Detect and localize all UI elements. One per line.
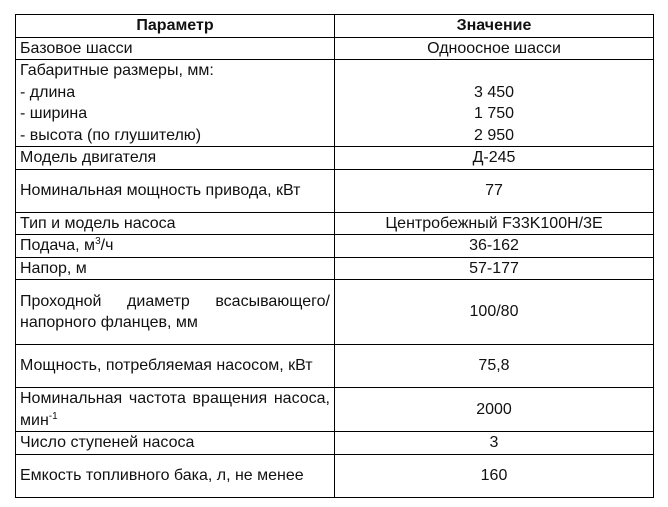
table-row [16, 212, 654, 235]
param-cell: Емкость топливного бака, л, не менее [16, 454, 335, 497]
param-line: Габаритные размеры, мм: [20, 62, 214, 79]
param-cell: Модель двигателя [16, 147, 335, 170]
param-cell [16, 60, 335, 147]
header-parameter: Параметр [16, 15, 335, 38]
table-row [16, 345, 654, 388]
param-line: - ширина [20, 105, 88, 122]
value-line: 3 450 [473, 83, 515, 101]
param-cell: Базовое шасси [16, 37, 335, 60]
value-cell [335, 60, 654, 147]
param-cell: Напор, м [16, 257, 335, 280]
param-cell: Тип и модель насоса [16, 212, 335, 235]
value-line [339, 60, 649, 82]
param-cell: Число ступеней насоса [16, 432, 335, 455]
value-cell: Одноосное шасси [335, 37, 654, 60]
param-cell: Мощность, потребляемая насосом, кВт [16, 345, 335, 388]
value-cell: 160 [335, 454, 654, 497]
table-row [16, 169, 654, 212]
table-row [16, 147, 654, 170]
table-row [16, 257, 654, 280]
param-line: - высота (по глушителю) [20, 126, 202, 144]
value-line: 2 950 [473, 126, 515, 144]
value-cell: 36-162 [335, 235, 654, 258]
value-cell: Д-245 [335, 147, 654, 170]
param-cell: Номинальная мощность привода, кВт [16, 169, 335, 212]
table-row [16, 432, 654, 455]
table-row [16, 60, 654, 147]
specs-table [15, 14, 654, 498]
param-text: Подача, м [20, 237, 96, 254]
header-value: Значение [335, 15, 654, 38]
value-cell: 77 [335, 169, 654, 212]
value-cell: Центробежный F33K100H/3E [335, 212, 654, 235]
table-row [16, 235, 654, 258]
value-cell: 2000 [335, 388, 654, 432]
param-cell [16, 388, 335, 432]
table-row [16, 388, 654, 432]
table-header-row [16, 15, 654, 38]
param-line: - длина [20, 83, 76, 101]
table-row [16, 454, 654, 497]
table-row [16, 280, 654, 345]
param-superscript: 3 [95, 236, 101, 247]
param-text: Номинальная частота вращения насоса, мин [20, 390, 330, 429]
value-line: 1 750 [473, 105, 515, 122]
param-cell: Проходной диаметр всасывающего/напорного фланцев, мм [16, 280, 335, 345]
param-text: /ч [100, 237, 114, 254]
value-cell: 3 [335, 432, 654, 455]
param-superscript: -1 [48, 410, 58, 422]
value-cell: 57-177 [335, 257, 654, 280]
value-cell: 75,8 [335, 345, 654, 388]
table-row [16, 37, 654, 60]
param-cell [16, 235, 335, 258]
value-cell: 100/80 [335, 280, 654, 345]
